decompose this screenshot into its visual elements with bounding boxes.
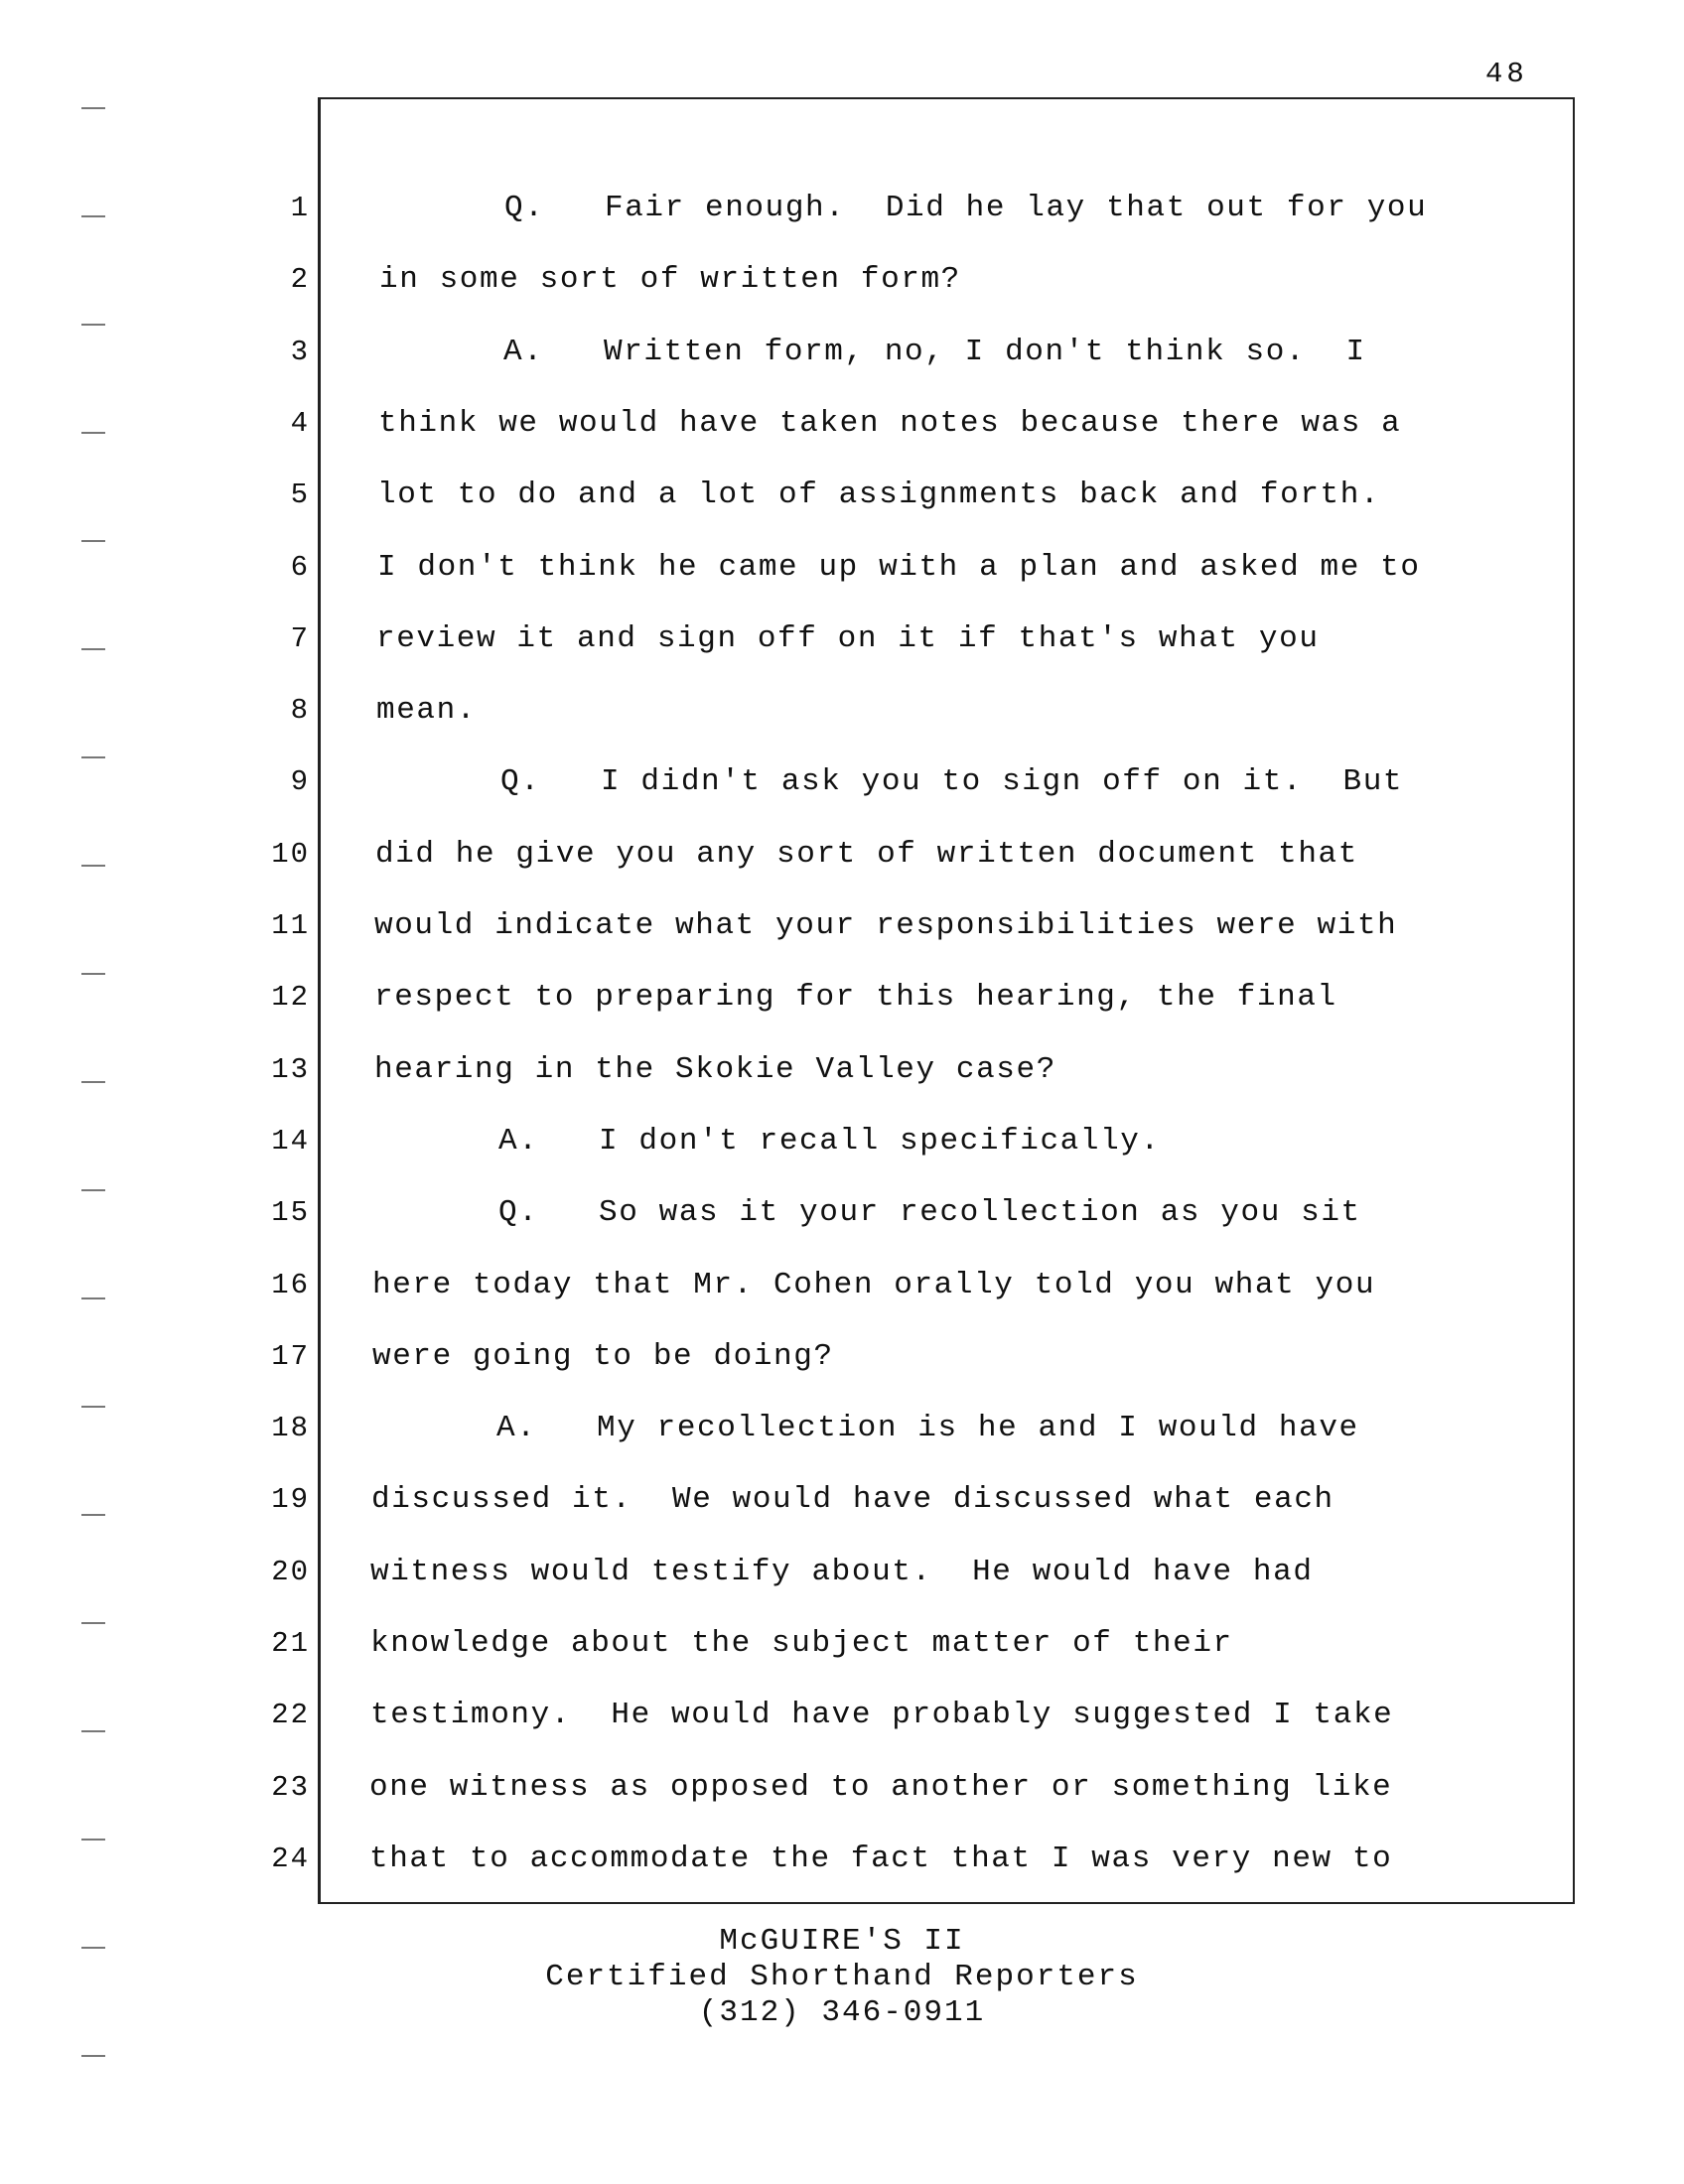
line-number: 19 bbox=[271, 1483, 310, 1516]
margin-tick bbox=[81, 1730, 105, 1732]
transcript-line: discussed it. We would have discussed what each bbox=[371, 1482, 1334, 1517]
transcript-line: mean. bbox=[376, 693, 478, 728]
margin-tick bbox=[81, 1297, 105, 1299]
transcript-line: respect to preparing for this hearing, the final bbox=[374, 980, 1337, 1015]
margin-tick bbox=[81, 540, 105, 542]
transcript-line: Q. So was it your recollection as you sit bbox=[498, 1195, 1361, 1230]
line-number: 20 bbox=[271, 1556, 310, 1588]
line-number: 16 bbox=[271, 1269, 310, 1301]
transcript-line: think we would have taken notes because there was a bbox=[378, 406, 1402, 441]
transcript-line: hearing in the Skokie Valley case? bbox=[374, 1052, 1056, 1087]
margin-tick bbox=[81, 107, 105, 109]
line-number: 6 bbox=[290, 551, 310, 584]
footer-subtitle: Certified Shorthand Reporters bbox=[545, 1960, 1139, 1994]
margin-tick bbox=[81, 865, 105, 867]
line-number: 7 bbox=[290, 622, 310, 655]
margin-tick bbox=[81, 648, 105, 650]
line-number: 12 bbox=[271, 981, 310, 1014]
transcript-line: A. My recollection is he and I would have bbox=[496, 1411, 1359, 1445]
margin-tick bbox=[81, 1189, 105, 1191]
line-number: 2 bbox=[290, 263, 310, 296]
line-number: 11 bbox=[271, 909, 310, 942]
margin-tick bbox=[81, 756, 105, 758]
transcript-line: in some sort of written form? bbox=[379, 262, 961, 297]
transcript-line: Q. I didn't ask you to sign off on it. But bbox=[500, 764, 1404, 799]
margin-tick bbox=[81, 432, 105, 434]
line-number: 24 bbox=[271, 1843, 310, 1875]
margin-tick bbox=[81, 1081, 105, 1083]
transcript-line: I don't think he came up with a plan and asked me to bbox=[377, 550, 1421, 585]
line-number: 1 bbox=[290, 192, 310, 224]
transcript-line: would indicate what your responsibilities were with bbox=[374, 908, 1398, 943]
line-number: 23 bbox=[271, 1771, 310, 1804]
margin-tick bbox=[81, 1622, 105, 1624]
margin-tick bbox=[81, 324, 105, 326]
margin-tick bbox=[81, 2055, 105, 2057]
transcript-line: here today that Mr. Cohen orally told you what you bbox=[372, 1268, 1376, 1302]
transcript-line: A. I don't recall specifically. bbox=[498, 1124, 1161, 1159]
transcript-line: did he give you any sort of written document that bbox=[375, 837, 1358, 872]
line-number: 8 bbox=[290, 694, 310, 727]
transcript-line: A. Written form, no, I don't think so. I bbox=[503, 335, 1366, 369]
line-number: 14 bbox=[271, 1125, 310, 1158]
footer-phone: (312) 346-0911 bbox=[698, 1995, 986, 2030]
line-number: 4 bbox=[290, 407, 310, 440]
transcript-line: that to accommodate the fact that I was very new to bbox=[369, 1842, 1393, 1876]
line-number: 5 bbox=[290, 478, 310, 511]
line-number: 10 bbox=[271, 838, 310, 871]
transcript-line: knowledge about the subject matter of their bbox=[370, 1626, 1233, 1661]
transcript-line: review it and sign off on it if that's what you bbox=[376, 621, 1320, 656]
margin-tick bbox=[81, 215, 105, 217]
transcript-line: lot to do and a lot of assignments back and forth. bbox=[377, 478, 1381, 512]
margin-tick bbox=[81, 973, 105, 975]
margin-tick bbox=[81, 1839, 105, 1841]
margin-tick bbox=[81, 1514, 105, 1516]
line-number: 17 bbox=[271, 1340, 310, 1373]
line-number: 15 bbox=[271, 1196, 310, 1229]
line-number: 3 bbox=[290, 336, 310, 368]
transcript-line: witness would testify about. He would have had bbox=[370, 1555, 1314, 1589]
transcript-line: testimony. He would have probably suggested I take bbox=[370, 1698, 1394, 1732]
line-number: 18 bbox=[271, 1412, 310, 1444]
transcript-line: were going to be doing? bbox=[372, 1339, 834, 1374]
footer-company: McGUIRE'S II bbox=[719, 1924, 965, 1959]
margin-tick bbox=[81, 1406, 105, 1408]
transcript-line: one witness as opposed to another or something like bbox=[369, 1770, 1393, 1805]
transcript-line: Q. Fair enough. Did he lay that out for you bbox=[504, 191, 1428, 225]
page-number: 48 bbox=[1485, 58, 1528, 90]
line-number: 9 bbox=[290, 765, 310, 798]
line-number: 21 bbox=[271, 1627, 310, 1660]
line-number: 13 bbox=[271, 1053, 310, 1086]
line-number: 22 bbox=[271, 1699, 310, 1731]
